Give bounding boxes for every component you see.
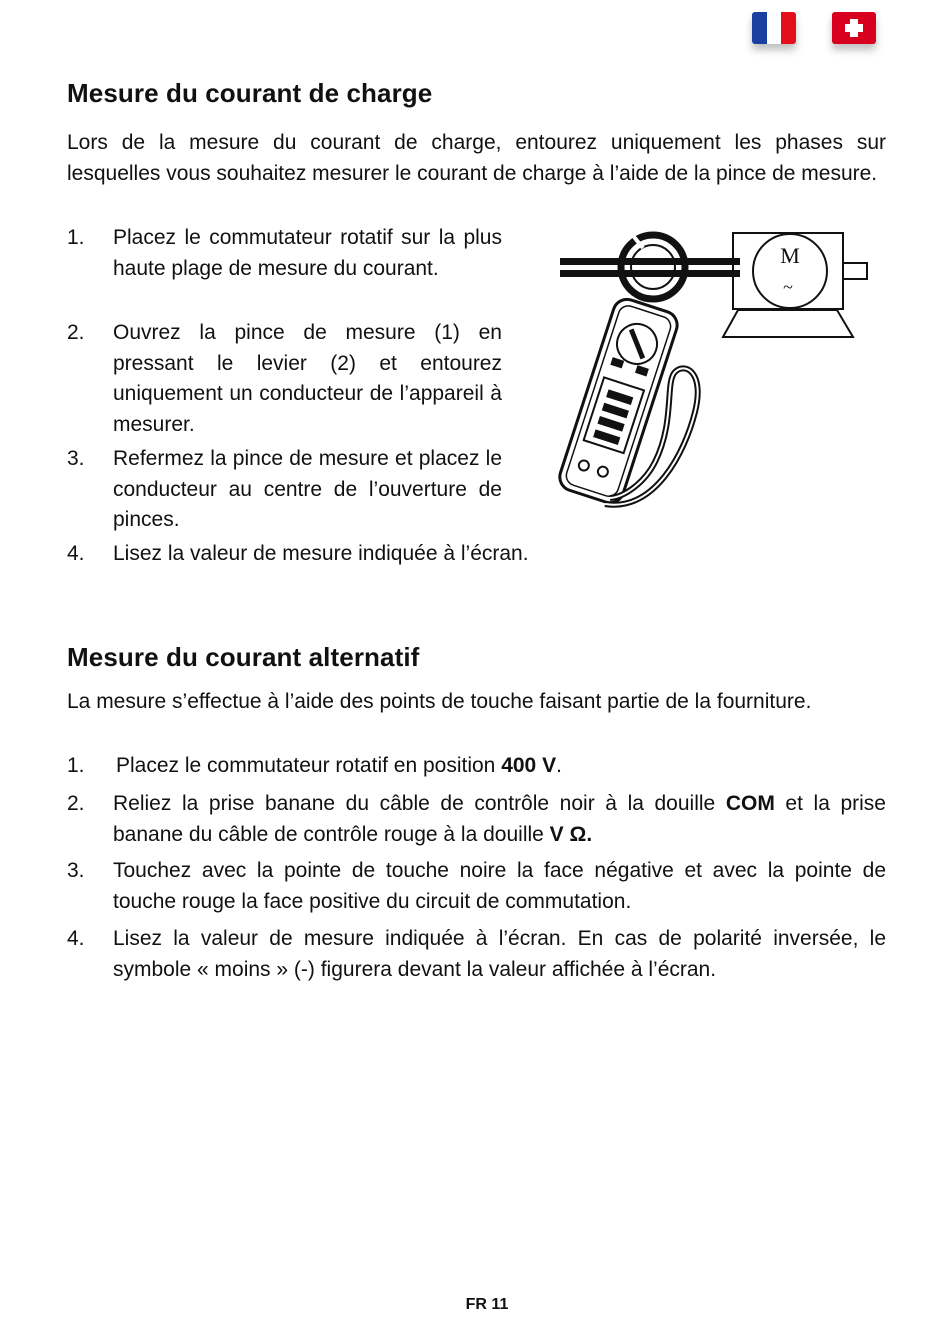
page-number: FR 11 <box>465 1296 509 1313</box>
item-number: 2. <box>67 321 85 344</box>
item-number: 1. <box>67 754 85 777</box>
motor-label: M <box>780 243 800 268</box>
item-text: Lisez la valeur de mesure indiquée à l’écran. En cas de polarité inversée, le symbole « moins » (-) figurera devant la valeur affichée à l’écran. <box>113 927 886 981</box>
item-number: 4. <box>67 542 85 565</box>
item-number: 3. <box>67 447 85 470</box>
item-text: Ouvrez la pince de mesure (1) en pressant le levier (2) et entourez uniquement un conducteur de l’appareil à mesurer. <box>113 321 502 436</box>
item-text: Placez le commutateur rotatif sur la plus haute plage de mesure du courant. <box>113 226 502 280</box>
item-text-bold: V Ω. <box>549 822 593 846</box>
section1-intro: Lors de la mesure du courant de charge, entourez uniquement les phases sur lesquelles vous souhaitez mesurer le courant de charge à l’aide de la pince de mesure. <box>67 131 886 185</box>
clamp-meter-illustration <box>535 222 875 518</box>
item-number: 4. <box>67 927 85 950</box>
motor-symbol: ~ <box>783 277 793 297</box>
item-number: 2. <box>67 792 85 815</box>
item-text <box>113 789 886 850</box>
item-text: Touchez avec la pointe de touche noire la face négative et avec la pointe de touche rouge la face positive du circuit de commutation. <box>113 859 886 913</box>
section1-title: Mesure du courant de charge <box>67 78 433 108</box>
item-text-part: Reliez la prise banane du câble de contrôle noir à la douille <box>113 792 726 815</box>
item-text-part: . <box>556 754 562 777</box>
section2-title: Mesure du courant alternatif <box>67 642 420 672</box>
item-text-bold: COM <box>725 792 775 815</box>
item-text-part: Placez le commutateur rotatif en position <box>116 754 502 777</box>
item-number: 1. <box>67 226 85 249</box>
item-text-bold: 400 V <box>501 754 557 777</box>
item-text <box>116 751 886 782</box>
item-text: Lisez la valeur de mesure indiquée à l’écran. <box>113 542 529 565</box>
item-text-part: et la prise banane du câble de contrôle rouge à la douille <box>113 792 886 846</box>
item-number: 3. <box>67 859 85 882</box>
french-flag-icon <box>752 12 796 44</box>
swiss-flag-icon <box>832 12 876 44</box>
item-text: Refermez la pince de mesure et placez le conducteur au centre de l’ouverture de pinces. <box>113 447 502 532</box>
section2-intro: La mesure s’effectue à l’aide des points de touche faisant partie de la fourniture. <box>67 690 812 713</box>
